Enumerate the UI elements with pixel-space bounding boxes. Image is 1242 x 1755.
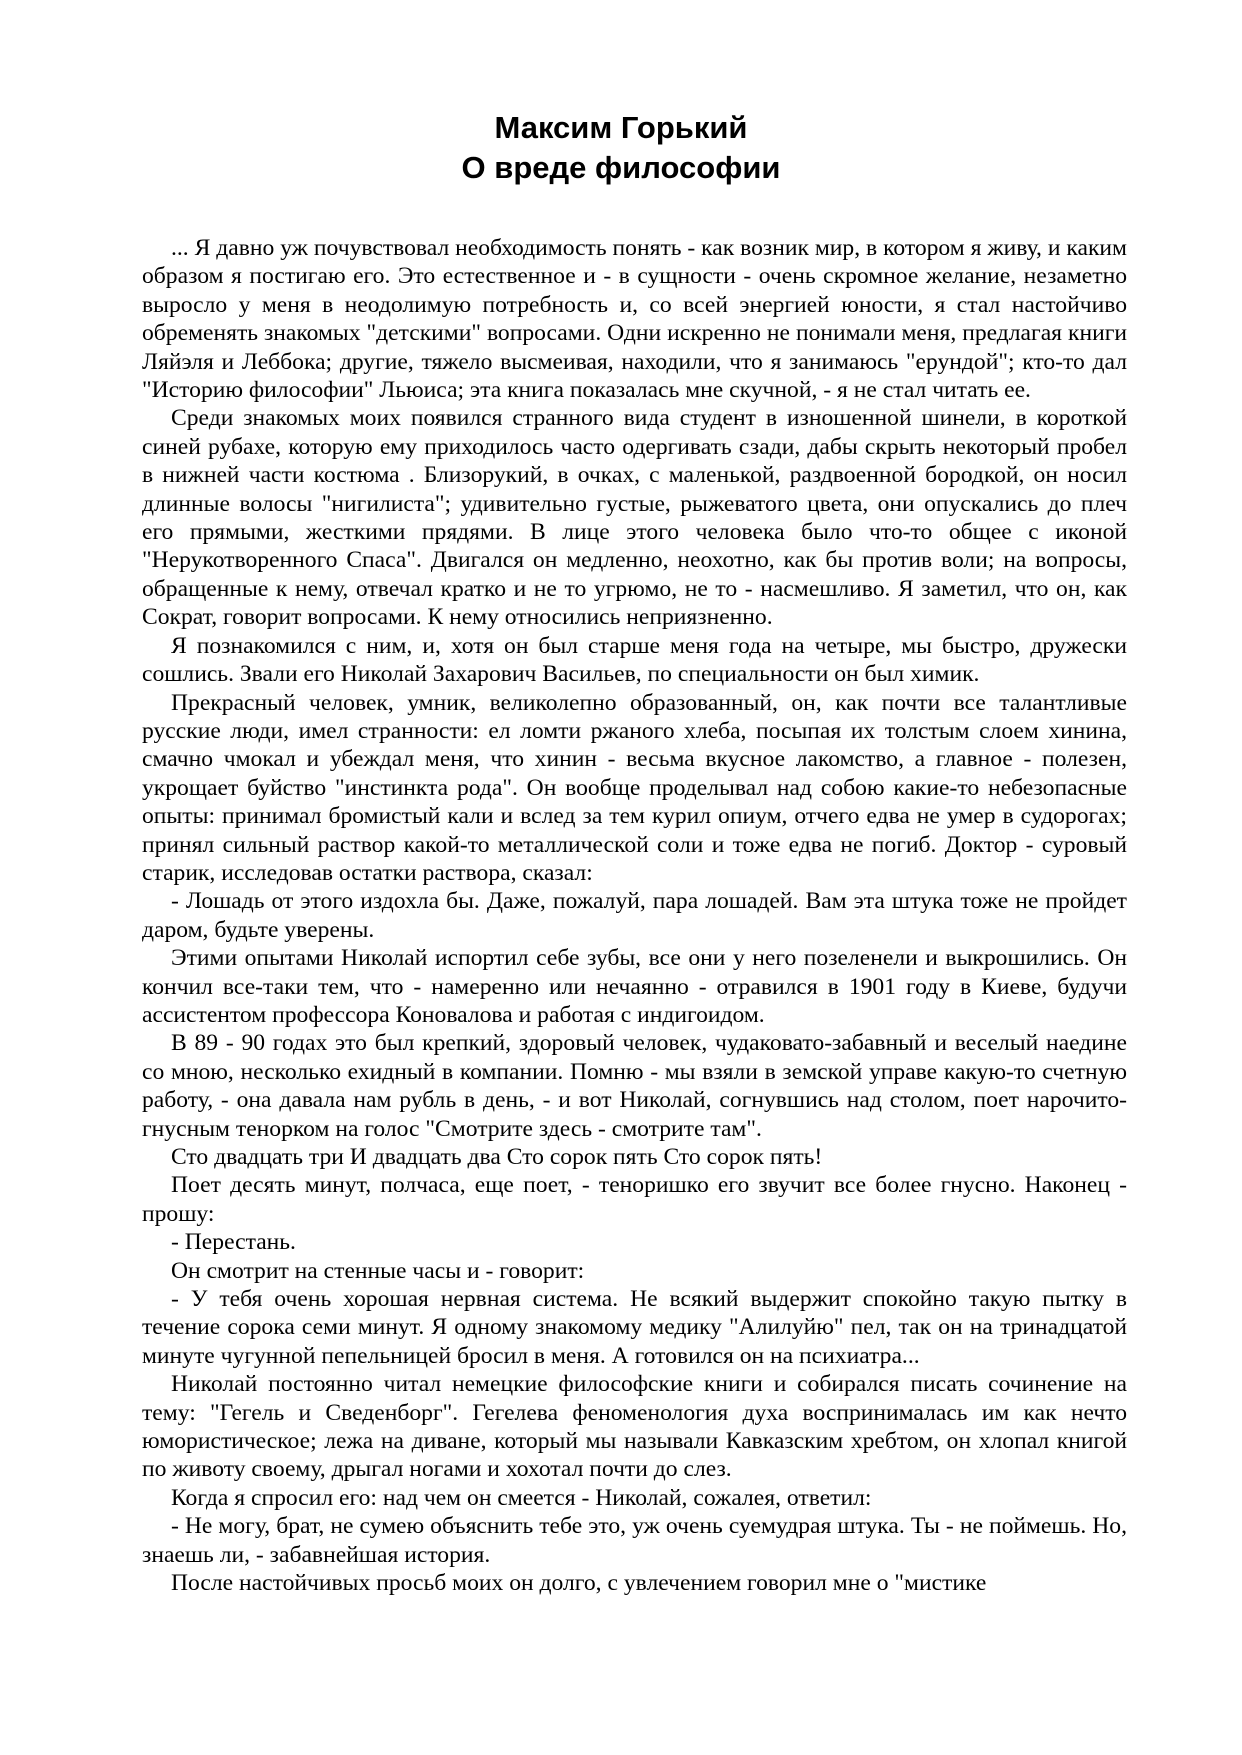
- author-name: Максим Горький: [494, 110, 748, 145]
- paragraph-9: Поет десять минут, полчаса, еще поет, - теноришко его звучит все более гнусно. Наконец - прошу:: [142, 1172, 1127, 1227]
- document-title: О вреде философии: [461, 150, 781, 185]
- paragraph-7: В 89 - 90 годах это был крепкий, здоровый человек, чудаковато-забавный и веселый наедине со мною, несколько ехидный в компании. Помню - мы взяли в земской управе какую-то счетную работу, - она давала нам рубль в день, - и вот Николай, согнувшись над столом, поет нарочито-гнусным тенорком на голос "Смотрите здесь - смотрите там".: [142, 1030, 1127, 1142]
- paragraph-6: Этими опытами Николай испортил себе зубы, все они у него позеленели и выкрошились. Он кончил все-таки тем, что - намеренно или нечаянно - отравился в 1901 году в Киеве, будучи ассистентом профессора Коновалова и работая с индигоидом.: [142, 945, 1127, 1028]
- paragraph-15: - Не могу, брат, не сумею объяснить тебе это, уж очень суемудрая штука. Ты - не поймешь. Но, знаешь ли, - забавнейшая история.: [142, 1513, 1127, 1568]
- paragraph-13: Николай постоянно читал немецкие философские книги и собирался писать сочинение на тему: "Гегель и Сведенборг". Гегелева феноменология духа воспринималась им как нечто юмористическое; лежа на диване, который мы называли Кавказским хребтом, он хлопал книгой по животу своему, дрыгал ногами и хохотал почти до слез.: [142, 1371, 1127, 1483]
- paragraph-11: Он смотрит на стенные часы и - говорит:: [171, 1257, 585, 1284]
- document-heading: [0, 108, 1242, 188]
- paragraph-8: Сто двадцать три И двадцать два Сто сорок пять Сто сорок пять!: [171, 1144, 823, 1170]
- paragraph-5: - Лошадь от этого издохла бы. Даже, пожалуй, пара лошадей. Вам эта штука тоже не пройдет даром, будьте уверены.: [142, 888, 1127, 943]
- paragraph-10: - Перестань.: [171, 1229, 296, 1256]
- paragraph-2: Среди знакомых моих появился странного вида студент в изношенной шинели, в короткой синей рубахе, которую ему приходилось часто одергивать сзади, дабы скрыть некоторый пробел в нижней части костюма . Близорукий, в очках, с маленькой, раздвоенной бородкой, он носил длинные волосы "нигилиста"; удивительно густые, рыжеватого цвета, они опускались до плеч его прямыми, жесткими прядями. В лице этого человека было что-то общее с иконой "Нерукотворенного Спаса". Двигался он медленно, неохотно, как бы против воли; на вопросы, обращенные к нему, отвечал кратко и не то угрюмо, не то - насмешливо. Я заметил, что он, как Сократ, говорит вопросами. К нему относились неприязненно.: [142, 405, 1127, 631]
- paragraph-14: Когда я спросил его: над чем он смеется - Николай, сожалея, ответил:: [171, 1484, 872, 1511]
- paragraph-3: Я познакомился с ним, и, хотя он был старше меня года на четыре, мы быстро, дружески сошлись. Звали его Николай Захарович Васильев, по специальности он был химик.: [142, 632, 1127, 688]
- document-body: [142, 234, 1127, 1598]
- paragraph-1: ... Я давно уж почувствовал необходимость понять - как возник мир, в котором я живу, и каким образом я постигаю его. Это естественное и - в сущности - очень скромное желание, незаметно выросло у меня в неодолимую потребность и, со всей энергией юности, я стал настойчиво обременять знакомых "детскими" вопросами. Одни искренно не понимали меня, предлагая книги Ляйэля и Леббока; другие, тяжело высмеивая, находили, что я занимаюсь "ерундой"; кто-то дал "Историю философии" Льюиса; эта книга показалась мне скучной, - я не стал читать ее.: [142, 235, 1127, 404]
- paragraph-4: Прекрасный человек, умник, великолепно образованный, он, как почти все талантливые русские люди, имел странности: ел ломти ржаного хлеба, посыпая их толстым слоем хинина, смачно чмокал и убеждал меня, что хинин - весьма вкусное лакомство, а главное - полезен, укрощает буйство "инстинкта рода". Он вообще проделывал над собою какие-то небезопасные опыты: принимал бромистый кали и вслед за тем курил опиум, отчего едва не умер в судорогах; принял сильный раствор какой-то металлической соли и тоже едва не погиб. Доктор - суровый старик, исследовав остатки раствора, сказал:: [142, 689, 1127, 886]
- paragraph-12: - У тебя очень хорошая нервная система. Не всякий выдержит спокойно такую пытку в течение сорока семи минут. Я одному знакомому медику "Алилуйю" пел, так он на тринадцатой минуте чугунной пепельницей бросил в меня. А готовился он на психиатра...: [142, 1286, 1127, 1369]
- paragraph-16: После настойчивых просьб моих он долго, с увлечением говорил мне о "мистике: [171, 1570, 987, 1597]
